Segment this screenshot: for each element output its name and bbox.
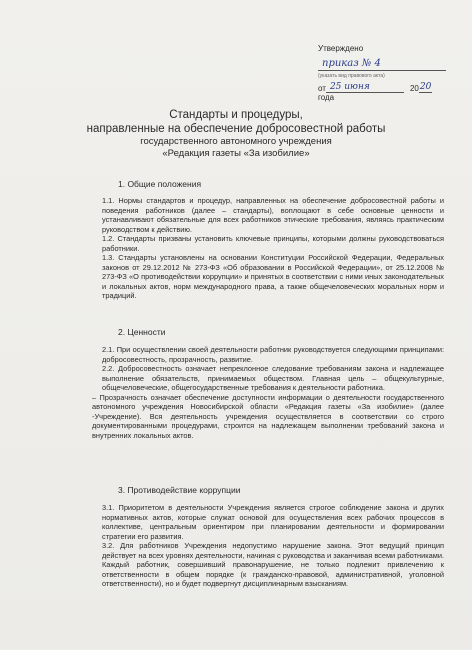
document-title [0,108,472,160]
paragraph-1-2: 1.2. Стандарты призваны установить ключевые принципы, которыми должны руководствоваться работники. [102,234,444,253]
date-handwritten: 25 июня [326,82,404,94]
section-3-body [92,503,444,589]
section-2-heading: 2. Ценности [118,327,166,337]
act-type-hint: (указать вид правового акта) [318,72,385,79]
paragraph-3-2: 3.2. Для работников Учреждения недопустимо нарушение закона. Этот ведущий принцип действует на всех уровнях деятельности, начиная с руководства и заканчивая всеми работниками. Каждый работник, совершивший правонарушение, не только подлежит привлечению к ответственности в общем порядке (к гражданско-правовой, административной, уголовной ответственности), но и будет подвергнут дисциплинарным взысканиям. [102,541,444,588]
year-label: года [318,93,335,103]
paragraph-3-1: 3.1. Приоритетом в деятельности Учреждения является строгое соблюдение закона и других нормативных актов, которые служат основой для осуществления всех рабочих процессов в коллективе, центральным ориентиром при планировании деятельности и формировании стратегии его развития. [102,503,444,541]
paragraph-1-3: 1.3. Стандарты установлены на основании Конституции Российской Федерации, Федеральных законов от 29.12.2012 № 273-ФЗ «Об образовании в Российской Федерации», от 25.12.2008 № 273-ФЗ «О противодействии коррупции» и принятых в соответствии с ними иных законодательных и локальных актов, норм международного права, а также общечеловеческих моральных норм и традиций. [102,253,444,300]
paragraph-2-3: – Прозрачность означает обеспечение доступности информации о деятельности государственного автономного учреждения Новосибирской области «Редакция газеты «За изобилие» (далее -Учреждение). Вся деятельность учреждения осуществляется в соответствии со строго документированными процедурами, строится на надлежащем выполнении требований закона и внутренних локальных актов. [92,392,444,440]
order-handwritten: приказ № 4 [318,58,446,71]
title-line-4: «Редакция газеты «За изобилие» [162,148,310,159]
section-2-body [92,345,444,440]
paragraph-2-2: 2.2. Добросовестность означает непреклонное следование требованиям закона и надлежащее выполнение обязательств, принимаемых обществом. Главная цель – общекультурные, общечеловеческие, общегосударственные требования к деятельности работника. [102,364,444,392]
title-line-2: направленные на обеспечение добросовестной работы [86,123,386,135]
year-prefix: 20 [409,83,419,93]
section-1-heading: 1. Общие положения [118,179,202,189]
section-1-body [92,196,444,301]
section-3-heading: 3. Противодействие коррупции [118,485,241,495]
title-line-3: государственного автономного учреждения [140,136,332,147]
title-line-1: Стандарты и процедуры, [169,109,303,121]
paragraph-2-1: 2.1. При осуществлении своей деятельности работник руководствуется следующими принципами: добросовестность, прозрачность, развитие. [102,345,444,364]
year-handwritten: 20 [419,81,432,92]
approval-label: Утверждено [318,44,364,53]
date-prefix: от [318,83,326,93]
approval-block [318,44,468,103]
paragraph-1-1: 1.1. Нормы стандартов и процедур, направленных на обеспечение добросовестной работы и поведения работников (далее – стандарты), воплощают в себе основные ценности и устанавливают обязательные для всех работников этические требования, являясь практическим руководством к действию. [102,196,444,234]
